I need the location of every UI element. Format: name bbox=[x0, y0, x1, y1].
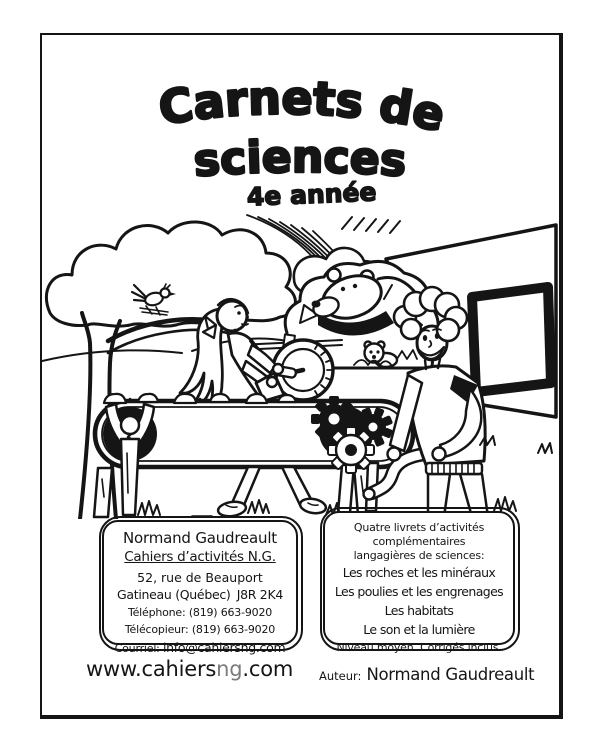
booklets-intro-line: langagières de sciences: bbox=[353, 549, 485, 562]
author-line bbox=[319, 665, 534, 684]
booklets-intro-line: Quatre livrets d’activités bbox=[353, 521, 485, 534]
contact-postal: J8R 2K4 bbox=[236, 587, 283, 602]
hatch-marks bbox=[342, 217, 400, 233]
girl-legs bbox=[217, 467, 327, 518]
author-name: Normand Gaudreault bbox=[366, 665, 535, 684]
page-title-line2: sciences bbox=[192, 131, 408, 187]
grade-subtitle: 4e année bbox=[246, 177, 377, 212]
contact-city: Gatineau (Québec) bbox=[117, 587, 231, 602]
contact-box bbox=[102, 520, 298, 655]
page-border-frame bbox=[40, 33, 563, 719]
gear-icon bbox=[328, 427, 374, 473]
contact-email: Courriel: info@cahiersng.com bbox=[114, 640, 286, 655]
booklet-title: Les poulies et les engrenages bbox=[334, 584, 504, 599]
booklet-title: Les roches et les minéraux bbox=[342, 565, 496, 580]
contact-phone: Téléphone: (819) 663-9020 bbox=[127, 606, 273, 619]
cover-illustration bbox=[42, 213, 559, 519]
booklets-footnote: Niveau moyen. Corrigés inclus. bbox=[336, 641, 502, 654]
contact-company: Cahiers d’activités N.G. bbox=[124, 549, 276, 565]
booklets-box bbox=[323, 511, 515, 654]
booklet-title: Les habitats bbox=[384, 603, 454, 618]
contact-city-postal bbox=[104, 587, 296, 602]
title-block bbox=[42, 61, 559, 223]
website-ng-accent: ng bbox=[216, 657, 243, 681]
page-title-line1: Carnets de bbox=[155, 70, 450, 142]
author-label: Auteur: bbox=[319, 669, 362, 683]
website-url: www.cahiersng.com bbox=[86, 657, 294, 681]
contact-name: Normand Gaudreault bbox=[123, 529, 277, 547]
contact-street: 52, rue de Beauport bbox=[137, 570, 263, 585]
contact-fax: Télécopieur: (819) 663-9020 bbox=[124, 623, 276, 636]
booklets-intro-line: complémentaires bbox=[372, 535, 466, 548]
booklet-title: Le son et la lumière bbox=[363, 622, 475, 637]
